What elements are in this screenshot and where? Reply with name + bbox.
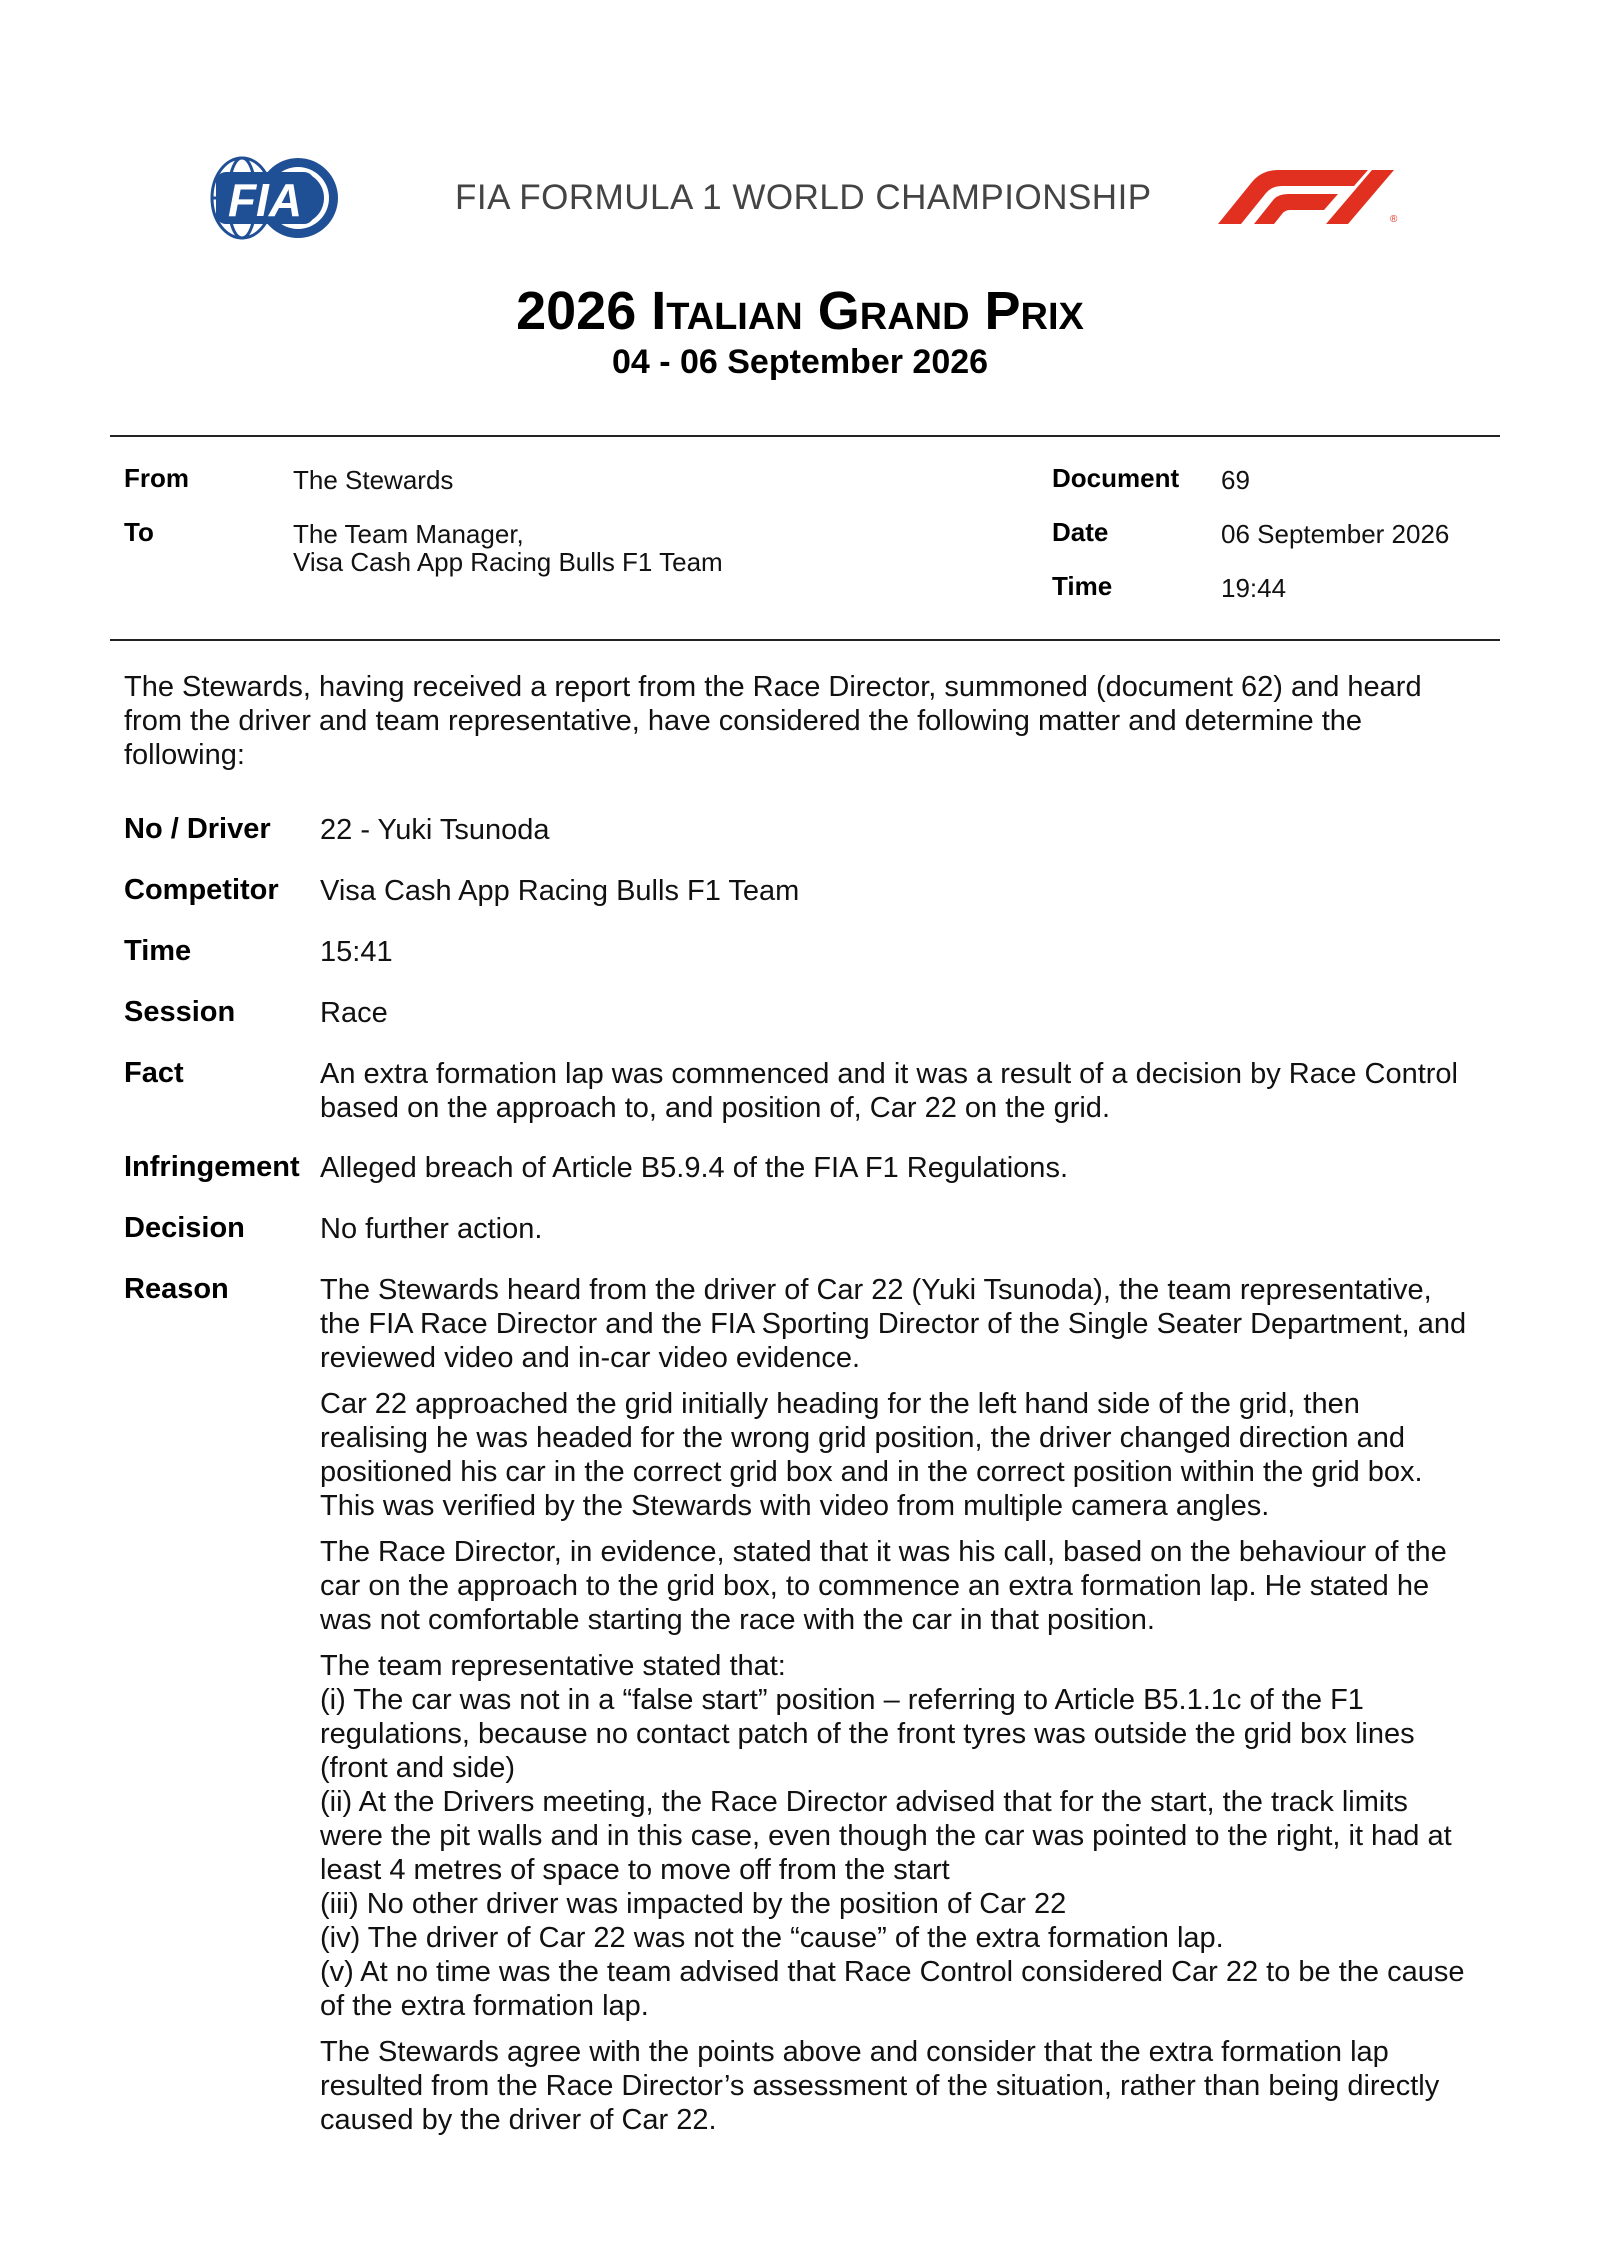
reason-point-i: (i) The car was not in a “false start” position – referring to Article B5.1.1c of the F1 regulations, because no contact patch of the front tyres was outside the grid box lines (front and side): [320, 1684, 1415, 1784]
divider-bottom: [110, 639, 1500, 641]
reason-point-v: (v) At no time was the team advised that Race Control considered Car 22 to be the cause of the extra formation lap.: [320, 1956, 1465, 2022]
fia-logo-text: FIA: [227, 174, 303, 226]
reason-label: Reason: [124, 1273, 229, 1305]
infringement-value: Alleged breach of Article B5.9.4 of the FIA F1 Regulations.: [320, 1152, 1068, 1184]
fact-label: Fact: [124, 1057, 184, 1089]
decision-label: Decision: [124, 1212, 245, 1244]
time-label: Time: [1052, 571, 1113, 601]
document-value: 69: [1221, 465, 1250, 495]
to-label: To: [124, 517, 154, 547]
f1-logo: [1208, 168, 1404, 224]
date-value: 06 September 2026: [1221, 519, 1450, 549]
infringement-label: Infringement: [124, 1151, 300, 1183]
reason-point-ii: (ii) At the Drivers meeting, the Race Director advised that for the start, the track limits were the pit walls and in this case, even though the car was pointed to the right, it had at least 4 metres of space to move off from the start: [320, 1786, 1452, 1886]
race-time-label: Time: [124, 935, 192, 967]
race-time-value: 15:41: [320, 936, 393, 968]
reason-text: [320, 1273, 1470, 2149]
reason-point-iii: (iii) No other driver was impacted by the position of Car 22: [320, 1888, 1067, 1920]
from-value: The Stewards: [293, 465, 454, 495]
intro-paragraph: The Stewards, having received a report from the Race Director, summoned (document 62) and heard from the driver and team representative, have considered the following matter and determine the following:: [124, 671, 1422, 771]
document-label: Document: [1052, 463, 1180, 493]
reason-paragraph-1: The Stewards heard from the driver of Car 22 (Yuki Tsunoda), the team representative, the FIA Race Director and the FIA Sporting Director of the Single Seater Department, and reviewed video and in-car video evidence.: [320, 1274, 1467, 1374]
reason-paragraph-2: Car 22 approached the grid initially heading for the left hand side of the grid, then realising he was headed for the wrong grid position, the driver changed direction and positioned his car in the correct grid box and in the correct position within the grid box. This was verified by the Stewards with video from multiple camera angles.: [320, 1388, 1423, 1522]
event-dates: 04 - 06 September 2026: [611, 343, 989, 381]
reason-paragraph-4: [320, 1649, 1470, 2023]
to-value-line1: The Team Manager,: [293, 519, 524, 549]
event-title-name: Italian Grand Prix: [651, 281, 1084, 341]
session-value: Race: [320, 997, 388, 1029]
driver-label: No / Driver: [124, 813, 271, 845]
session-label: Session: [124, 996, 236, 1028]
fia-logo: [202, 148, 342, 248]
event-title: [0, 280, 1600, 342]
competitor-value: Visa Cash App Racing Bulls F1 Team: [320, 875, 800, 907]
championship-title: FIA FORMULA 1 WORLD CHAMPIONSHIP: [455, 178, 1152, 217]
svg-text:®: ®: [1390, 214, 1398, 224]
to-value-line2: Visa Cash App Racing Bulls F1 Team: [293, 547, 723, 577]
to-value: [293, 520, 723, 576]
decision-value: No further action.: [320, 1213, 543, 1245]
competitor-label: Competitor: [124, 874, 279, 906]
time-value: 19:44: [1221, 573, 1287, 603]
reason-point-iv: (iv) The driver of Car 22 was not the “cause” of the extra formation lap.: [320, 1922, 1224, 1954]
divider-top: [110, 435, 1500, 437]
fact-value: An extra formation lap was commenced and it was a result of a decision by Race Control based on the approach to, and position of, Car 22 on the grid.: [320, 1058, 1458, 1124]
reason-team-intro: The team representative stated that:: [320, 1650, 786, 1682]
from-label: From: [124, 463, 189, 493]
driver-value: 22 - Yuki Tsunoda: [320, 814, 550, 846]
reason-paragraph-3: The Race Director, in evidence, stated that it was his call, based on the behaviour of the car on the approach to the grid box, to commence an extra formation lap. He stated he was not comfortable starting the race with the car in that position.: [320, 1536, 1447, 1636]
date-label: Date: [1052, 517, 1109, 547]
reason-paragraph-5: The Stewards agree with the points above and consider that the extra formation lap resulted from the Race Director’s assessment of the situation, rather than being directly caused by the driver of Car 22.: [320, 2036, 1440, 2136]
event-title-year: 2026: [516, 281, 637, 341]
